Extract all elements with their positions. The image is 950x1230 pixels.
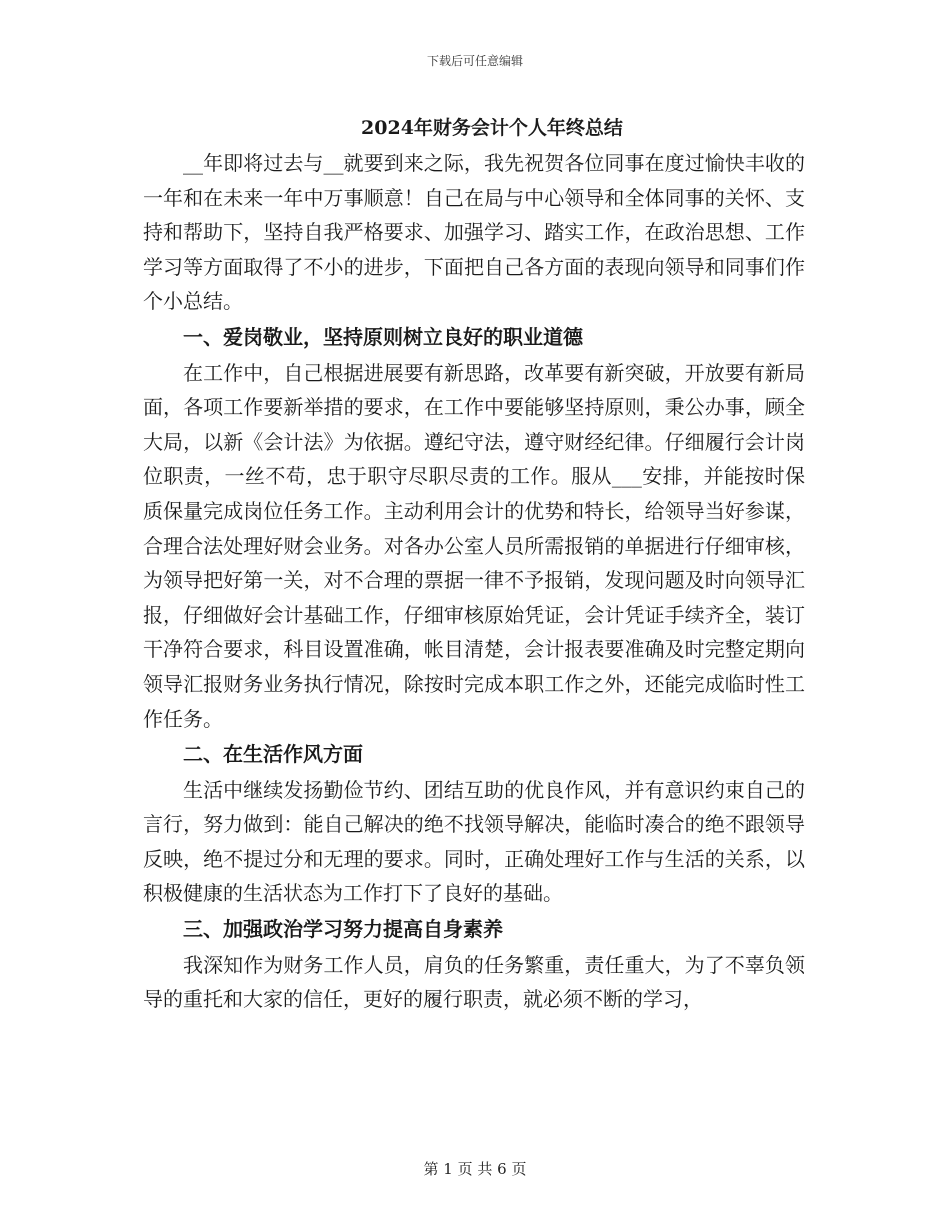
document-body bbox=[143, 112, 805, 1017]
document-title: 2024年财务会计个人年终总结 bbox=[361, 117, 623, 139]
section-body-3: 我深知作为财务工作人员，肩负的任务繁重，责任重大，为了不辜负领导的重托和大家的信任，更好的履行职责，就必须不断的学习， bbox=[143, 952, 805, 1012]
section-heading-1: 一、爱岗敬业，坚持原则树立良好的职业道德 bbox=[183, 324, 583, 349]
section-heading-2: 二、在生活作风方面 bbox=[183, 742, 363, 767]
page-header: 下载后可任意编辑 bbox=[426, 54, 523, 68]
page-number: 第 1 页 共 6 页 bbox=[423, 1160, 527, 1178]
section-heading-3: 三、加强政治学习努力提高自身素养 bbox=[183, 917, 503, 942]
section-body-1: 在工作中，自己根据进展要有新思路，改革要有新突破，开放要有新局面，各项工作要新举措的要求，在工作中要能够坚持原则，秉公办事，顾全大局，以新《会计法》为依据。遵纪守法，遵守财经纪律。仔细履行会计岗位职责，一丝不苟，忠于职守尽职尽责的工作。服从___安排，并能按时保质保量完成岗位任务工作。主动利用会计的优势和特长，给领导当好参谋，合理合法处理好财会业务。对各办公室人员所需报销的单据进行仔细审核，为领导把好第一关，对不合理的票据一律不予报销，发现问题及时向领导汇报，仔细做好会计基础工作，仔细审核原始凭证，会计凭证手续齐全，装订干净符合要求，科目设置准确，帐目清楚，会计报表要准确及时完整定期向领导汇报财务业务执行情况，除按时完成本职工作之外，还能完成临时性工作任务。 bbox=[143, 360, 805, 731]
section-body-2: 生活中继续发扬勤俭节约、团结互助的优良作风，并有意识约束自己的言行，努力做到：能自己解决的绝不找领导解决，能临时凑合的绝不跟领导反映，绝不提过分和无理的要求。同时，正确处理好工作与生活的关系，以积极健康的生活状态为工作打下了良好的基础。 bbox=[143, 777, 805, 906]
intro-paragraph: __年即将过去与__就要到来之际，我先祝贺各位同事在度过愉快丰收的一年和在未来一年中万事顺意！自己在局与中心领导和全体同事的关怀、支持和帮助下，坚持自我严格要求、加强学习、踏实工作，在政治思想、工作学习等方面取得了不小的进步，下面把自己各方面的表现向领导和同事们作个小总结。 bbox=[143, 151, 805, 314]
